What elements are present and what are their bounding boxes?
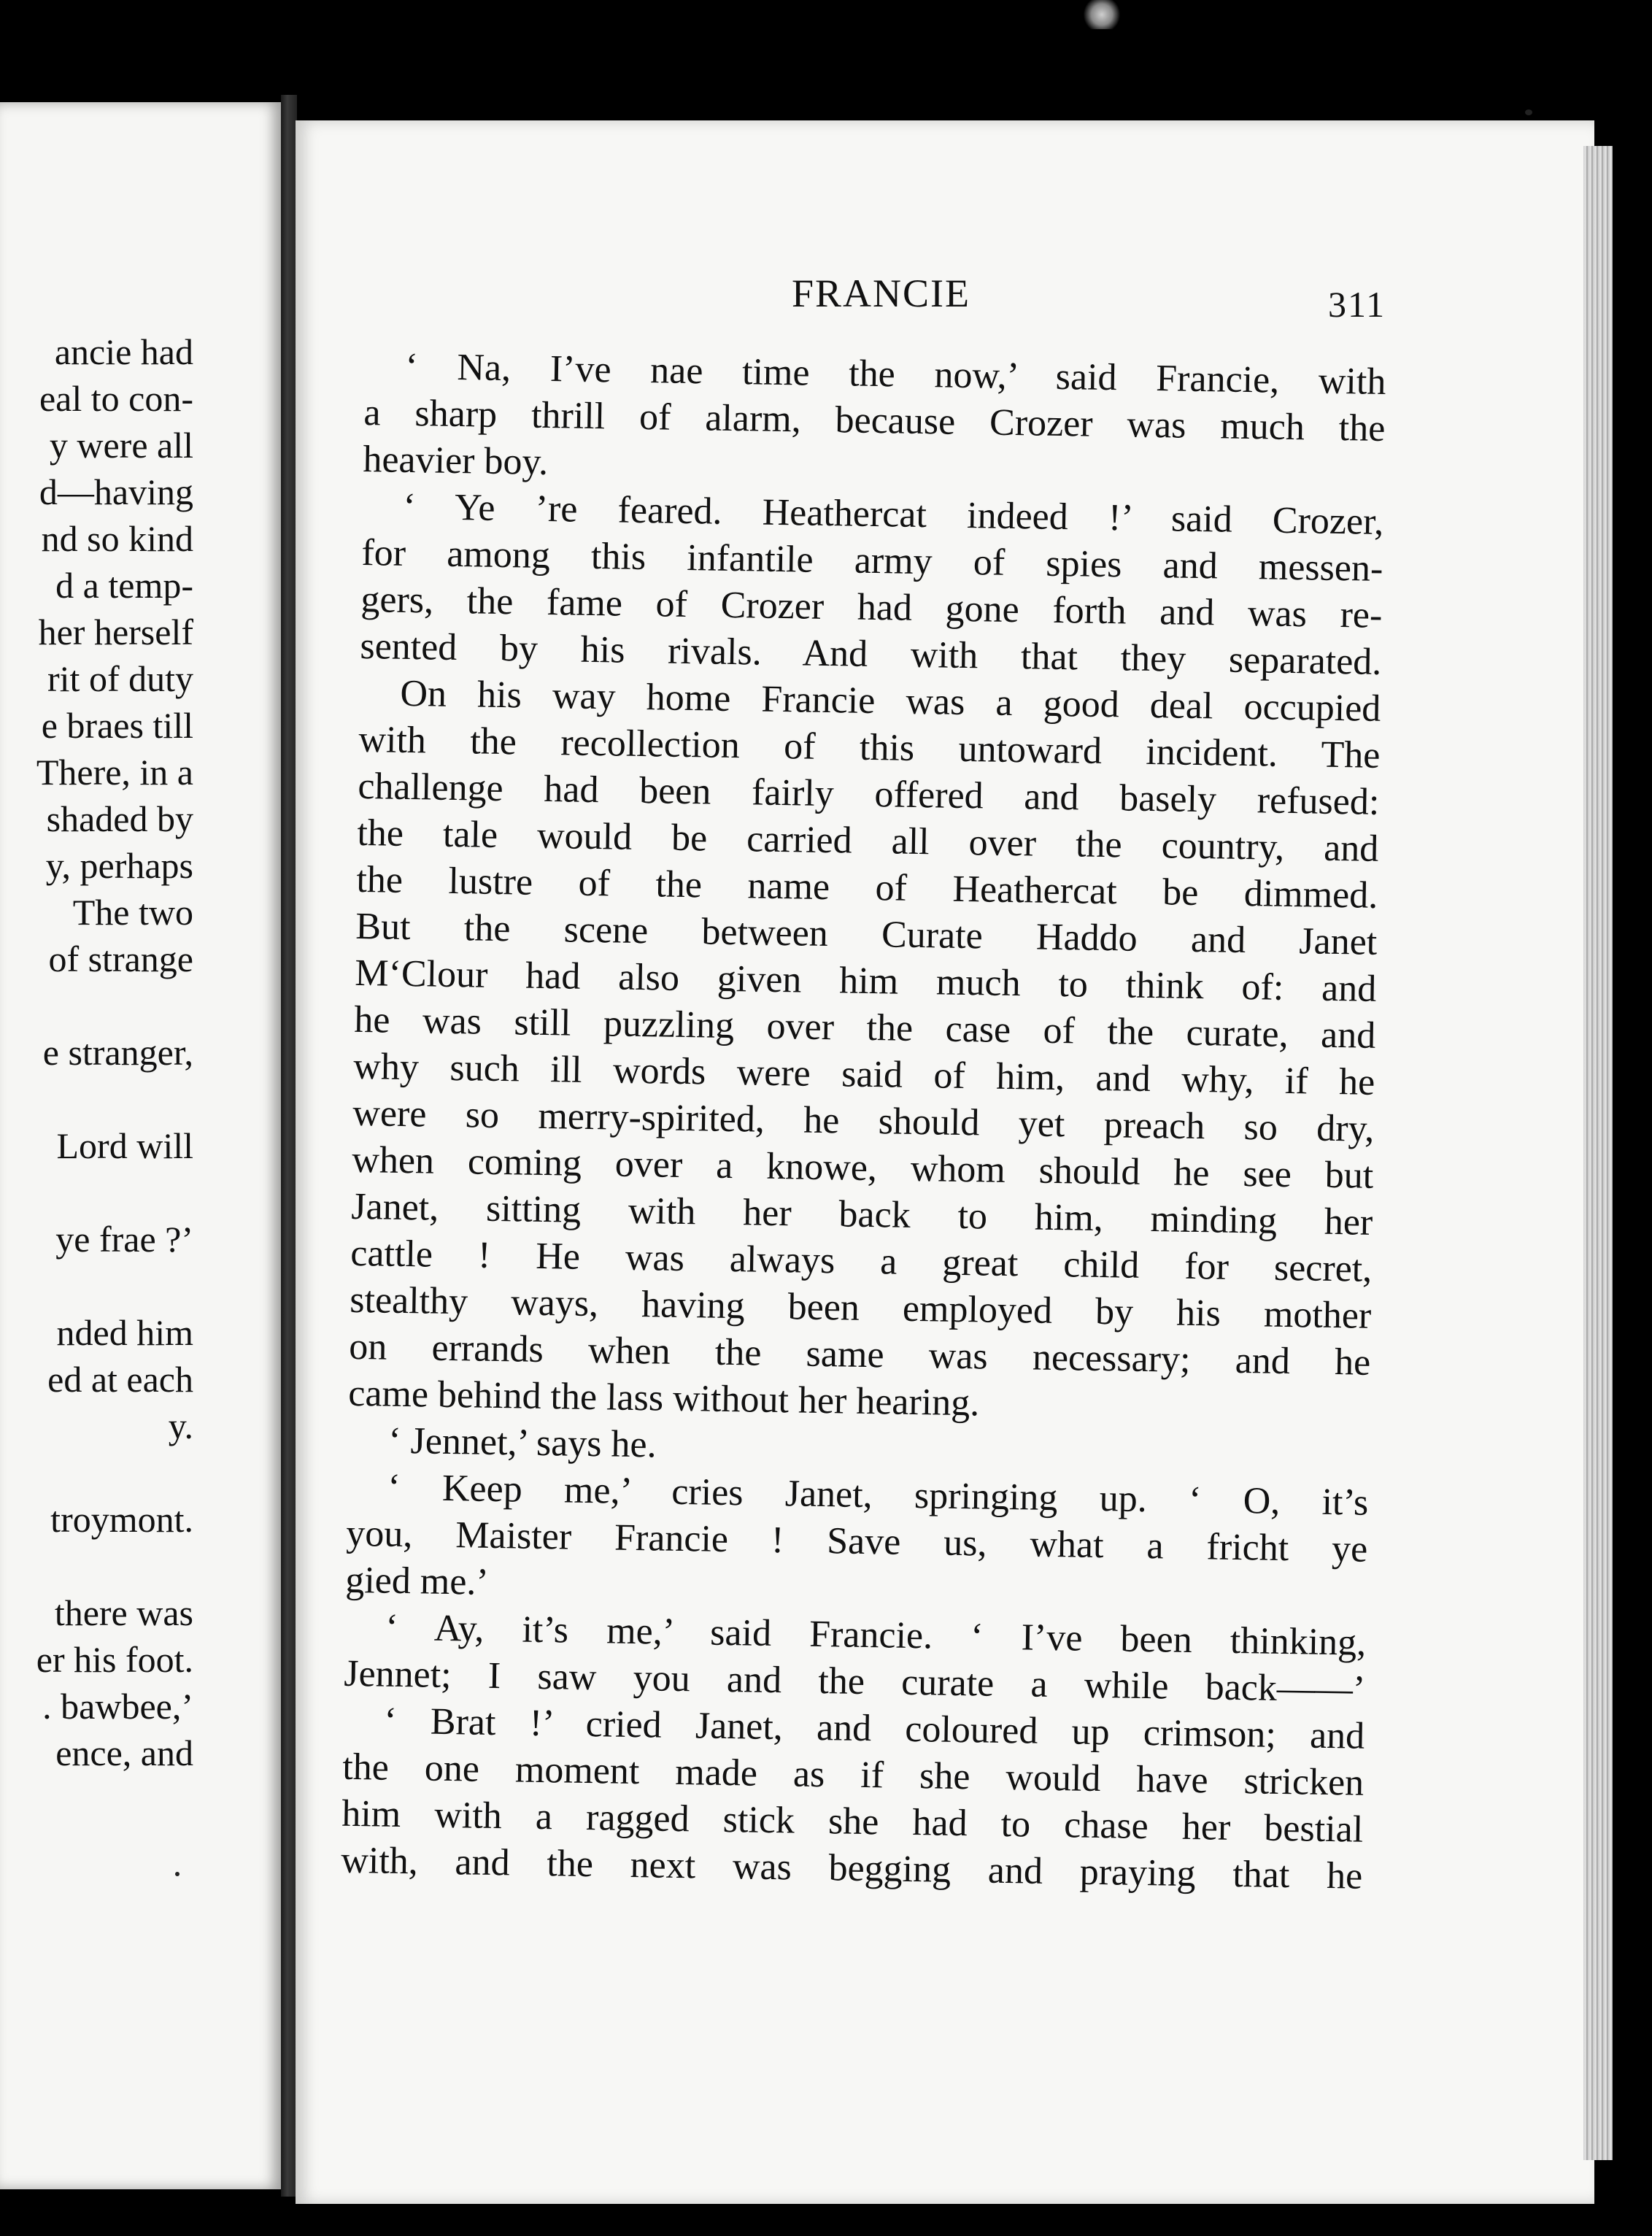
text-line: gers, the fame of Crozer had gone forth and was re- xyxy=(360,578,1383,636)
left-text-line xyxy=(0,1169,193,1216)
left-text-line xyxy=(0,1543,193,1589)
left-text-line: e stranger, xyxy=(42,1032,193,1073)
left-text-line: . bawbee,’ xyxy=(42,1686,193,1727)
text-line: the lustre of the name of Heathercat be dimmed. xyxy=(355,858,1378,917)
dust-speck xyxy=(175,1872,180,1876)
text-line: ‘ Ye ’re feared. Heathercat indeed !’ said Crozer, xyxy=(403,485,1384,543)
text-line: with the recollection of this untoward incident. The xyxy=(358,718,1381,776)
left-text-line: d—having xyxy=(39,471,193,512)
text-line: challenge had been fairly offered and basely refused: xyxy=(358,765,1380,823)
left-text-line: rit of duty xyxy=(47,658,193,699)
text-line: heavier boy. xyxy=(363,438,549,483)
text-line: why such ill words were said of him, and why, if he xyxy=(352,1045,1375,1103)
text-line: Janet, sitting with her back to him, minding her xyxy=(350,1185,1373,1244)
text-line: But the scene between Curate Haddo and Janet xyxy=(355,905,1378,963)
text-line: stealthy ways, having been employed by his mother xyxy=(349,1279,1372,1337)
left-text-line: er his foot. xyxy=(36,1639,193,1680)
left-text-line: shaded by xyxy=(46,798,193,839)
left-text-line: e braes till xyxy=(41,705,193,746)
text-line: gied me.’ xyxy=(344,1559,490,1603)
text-line: a sharp thrill of alarm, because Crozer was much the xyxy=(363,391,1386,450)
text-line: were so merry-spirited, he should yet preach so dry, xyxy=(352,1092,1375,1150)
text-line: on errands when the same was necessary; and he xyxy=(348,1325,1371,1384)
top-light-glare xyxy=(1080,0,1124,29)
left-text-line xyxy=(0,1449,193,1496)
text-line: for among this infantile army of spies and messen- xyxy=(361,531,1383,590)
left-text-line: ed at each xyxy=(47,1359,193,1400)
left-text-line xyxy=(0,1262,193,1309)
page-number: 311 xyxy=(1328,284,1386,325)
text-line: the tale would be carried all over the country, and xyxy=(357,811,1379,870)
text-line: ‘ Jennet,’ says he. xyxy=(387,1419,657,1466)
text-line: On his way home Francie was a good deal occupied xyxy=(400,672,1381,730)
text-line: sented by his rivals. And with that they separated. xyxy=(360,625,1382,683)
text-line: ‘ Ay, it’s me,’ said Francie. ‘ I’ve been thinking, xyxy=(385,1606,1367,1664)
text-line: with, and the next was begging and praying that he xyxy=(340,1839,1363,1897)
left-text-line: ence, and xyxy=(55,1732,193,1773)
left-text-line: nded him xyxy=(56,1312,193,1353)
left-text-line: troymont. xyxy=(50,1499,193,1540)
left-text-line: Lord will xyxy=(56,1125,193,1166)
left-text-line: of strange xyxy=(48,938,193,979)
text-line: you, Maister Francie ! Save us, what a fricht ye xyxy=(345,1512,1368,1570)
left-text-line: there was xyxy=(54,1592,193,1633)
text-line: the one moment made as if she would have stricken xyxy=(341,1746,1365,1804)
text-line: ‘ Keep me,’ cries Janet, springing up. ‘ O, it’s xyxy=(387,1466,1369,1524)
text-line: when coming over a knowe, whom should he see but xyxy=(351,1138,1374,1197)
running-head: FRANCIE xyxy=(792,271,971,315)
body-text xyxy=(341,343,1386,1900)
dust-speck xyxy=(1525,109,1532,115)
left-text-line: nd so kind xyxy=(41,518,193,559)
page-edges xyxy=(1583,146,1613,2160)
left-text-line: The two xyxy=(72,892,193,933)
text-line: Jennet; I saw you and the curate a while back——’ xyxy=(343,1652,1366,1711)
text-line: ‘ Na, I’ve nae time the now,’ said Francie, with xyxy=(405,345,1386,403)
left-text-line xyxy=(0,982,193,1029)
left-text-line: ye frae ?’ xyxy=(55,1219,193,1260)
left-text-line: her herself xyxy=(38,612,193,652)
left-page-text xyxy=(0,328,193,1776)
book-gutter xyxy=(281,95,297,2197)
left-text-line xyxy=(0,1076,193,1122)
left-text-line: y, perhaps xyxy=(45,845,193,886)
left-text-line: y were all xyxy=(49,425,193,466)
text-line: he was still puzzling over the case of the curate, and xyxy=(353,998,1376,1057)
left-text-line: ancie had xyxy=(54,331,193,372)
text-line: M‘Clour had also given him much to think of: and xyxy=(354,952,1377,1010)
text-line: ‘ Brat !’ cried Janet, and coloured up crimson; and xyxy=(383,1700,1365,1757)
left-text-line: y. xyxy=(168,1406,193,1446)
left-text-line: eal to con- xyxy=(39,378,193,419)
left-text-line: d a temp- xyxy=(55,565,193,606)
left-page xyxy=(0,102,281,2189)
text-line: him with a ragged stick she had to chase her bestial xyxy=(341,1792,1364,1851)
left-text-line: There, in a xyxy=(36,752,193,793)
text-line: came behind the lass without her hearing. xyxy=(347,1372,980,1425)
text-line: cattle ! He was always a great child for secret, xyxy=(350,1232,1373,1290)
